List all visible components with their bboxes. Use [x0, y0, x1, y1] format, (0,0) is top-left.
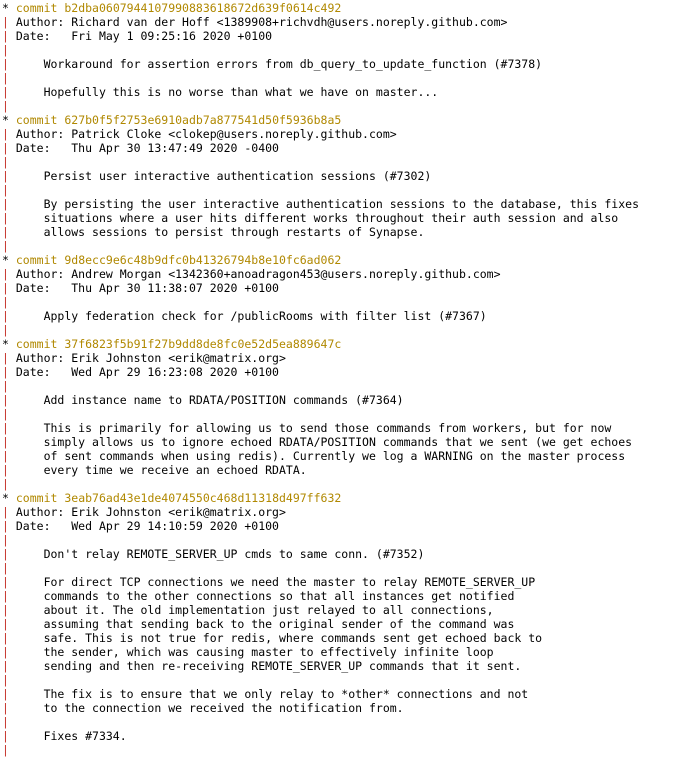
graph-pipe-icon: | [2, 43, 9, 57]
graph-pipe-icon: | [2, 295, 9, 309]
graph-pipe-icon: | [2, 743, 9, 757]
graph-pipe-icon: | [2, 99, 9, 113]
graph-pipe-icon: | [2, 407, 9, 421]
commit-label: commit [15, 491, 58, 505]
log-text: Add instance name to RDATA/POSITION commands (#7364) [15, 393, 404, 407]
commit-entry [2, 337, 692, 491]
commit-hash: 3eab76ad43e1de4074550c468d11318d497ff632 [64, 491, 342, 505]
log-line [2, 505, 692, 519]
commit-header-line [2, 491, 692, 505]
log-line [2, 71, 692, 85]
log-line [2, 631, 692, 645]
log-line [2, 701, 692, 715]
commit-label: commit [15, 113, 58, 127]
log-line [2, 743, 692, 757]
log-text: assuming that sending back to the original sender of the command was [15, 617, 515, 631]
log-line [2, 239, 692, 253]
log-text: Date: Thu Apr 30 11:38:07 2020 +0100 [15, 281, 279, 295]
graph-pipe-icon: | [2, 351, 9, 365]
graph-pipe-icon: | [2, 169, 9, 183]
graph-pipe-icon: | [2, 57, 9, 71]
graph-node-icon: * [2, 253, 9, 267]
log-line [2, 323, 692, 337]
graph-pipe-icon: | [2, 519, 9, 533]
log-line [2, 141, 692, 155]
graph-pipe-icon: | [2, 365, 9, 379]
commit-entry [2, 113, 692, 253]
log-line [2, 281, 692, 295]
graph-pipe-icon: | [2, 547, 9, 561]
log-line [2, 421, 692, 435]
graph-pipe-icon: | [2, 589, 9, 603]
log-text: Author: Richard van der Hoff <1389908+richvdh@users.noreply.github.com> [15, 15, 508, 29]
log-text: Author: Patrick Cloke <clokep@users.noreply.github.com> [15, 127, 397, 141]
log-line [2, 463, 692, 477]
log-line [2, 29, 692, 43]
graph-pipe-icon: | [2, 71, 9, 85]
log-line [2, 155, 692, 169]
log-line [2, 393, 692, 407]
graph-pipe-icon: | [2, 477, 9, 491]
log-line [2, 407, 692, 421]
log-line [2, 645, 692, 659]
log-line [2, 379, 692, 393]
commit-hash: 9d8ecc9e6c48b9dfc0b41326794b8e10fc6ad062 [64, 253, 342, 267]
commit-label: commit [15, 253, 58, 267]
graph-pipe-icon: | [2, 309, 9, 323]
log-text: Author: Andrew Morgan <1342360+anoadragon453@users.noreply.github.com> [15, 267, 501, 281]
log-line [2, 603, 692, 617]
graph-pipe-icon: | [2, 449, 9, 463]
graph-pipe-icon: | [2, 533, 9, 547]
graph-pipe-icon: | [2, 729, 9, 743]
graph-pipe-icon: | [2, 701, 9, 715]
log-text: Apply federation check for /publicRooms with filter list (#7367) [15, 309, 487, 323]
log-line [2, 477, 692, 491]
log-line [2, 715, 692, 729]
graph-pipe-icon: | [2, 239, 9, 253]
graph-pipe-icon: | [2, 645, 9, 659]
log-text: By persisting the user interactive authentication sessions to the database, this fixes [15, 197, 639, 211]
commit-header-line [2, 253, 692, 267]
commit-entry [2, 491, 692, 757]
commit-entry [2, 253, 692, 337]
log-line [2, 15, 692, 29]
log-line [2, 547, 692, 561]
graph-pipe-icon: | [2, 29, 9, 43]
commit-header-line [2, 113, 692, 127]
log-line [2, 365, 692, 379]
log-line [2, 99, 692, 113]
log-line [2, 561, 692, 575]
log-text: Workaround for assertion errors from db_query_to_update_function (#7378) [15, 57, 543, 71]
commit-hash: b2dba0607944107990883618672d639f0614c492 [64, 1, 342, 15]
graph-pipe-icon: | [2, 673, 9, 687]
graph-pipe-icon: | [2, 211, 9, 225]
log-text: allows sessions to persist through restarts of Synapse. [15, 225, 425, 239]
log-text: Date: Thu Apr 30 13:47:49 2020 -0400 [15, 141, 279, 155]
graph-pipe-icon: | [2, 15, 9, 29]
commit-entry [2, 1, 692, 113]
graph-pipe-icon: | [2, 225, 9, 239]
commit-header-line [2, 1, 692, 15]
log-line [2, 85, 692, 99]
commit-hash: 37f6823f5b91f27b9dd8de8fc0e52d5ea889647c [64, 337, 342, 351]
log-line [2, 617, 692, 631]
graph-node-icon: * [2, 337, 9, 351]
graph-pipe-icon: | [2, 715, 9, 729]
log-line [2, 519, 692, 533]
log-text: sending and then re-receiving REMOTE_SERVER_UP commands that it sent. [15, 659, 522, 673]
log-line [2, 435, 692, 449]
graph-pipe-icon: | [2, 603, 9, 617]
graph-pipe-icon: | [2, 141, 9, 155]
graph-pipe-icon: | [2, 421, 9, 435]
graph-pipe-icon: | [2, 393, 9, 407]
log-line [2, 659, 692, 673]
commit-label: commit [15, 337, 58, 351]
graph-pipe-icon: | [2, 183, 9, 197]
graph-pipe-icon: | [2, 379, 9, 393]
log-line [2, 309, 692, 323]
graph-pipe-icon: | [2, 323, 9, 337]
log-line [2, 533, 692, 547]
log-line [2, 211, 692, 225]
commit-label: commit [15, 1, 58, 15]
log-line [2, 267, 692, 281]
log-text: situations where a user hits different works throughout their auth session and also [15, 211, 619, 225]
graph-pipe-icon: | [2, 281, 9, 295]
log-text: Fixes #7334. [15, 729, 127, 743]
log-text: Date: Wed Apr 29 14:10:59 2020 +0100 [15, 519, 279, 533]
graph-pipe-icon: | [2, 575, 9, 589]
log-line [2, 43, 692, 57]
graph-pipe-icon: | [2, 197, 9, 211]
graph-node-icon: * [2, 1, 9, 15]
log-line [2, 127, 692, 141]
graph-pipe-icon: | [2, 267, 9, 281]
graph-pipe-icon: | [2, 687, 9, 701]
log-line [2, 575, 692, 589]
graph-pipe-icon: | [2, 505, 9, 519]
log-line [2, 687, 692, 701]
graph-pipe-icon: | [2, 155, 9, 169]
graph-pipe-icon: | [2, 127, 9, 141]
log-text: about it. The old implementation just relayed to all connections, [15, 603, 494, 617]
graph-node-icon: * [2, 491, 9, 505]
log-text: the sender, which was causing master to effectively infinite loop [15, 645, 494, 659]
log-line [2, 295, 692, 309]
graph-pipe-icon: | [2, 85, 9, 99]
graph-pipe-icon: | [2, 631, 9, 645]
log-line [2, 197, 692, 211]
log-line [2, 729, 692, 743]
log-line [2, 449, 692, 463]
log-line [2, 169, 692, 183]
log-text: safe. This is not true for redis, where commands sent get echoed back to [15, 631, 543, 645]
log-text: simply allows us to ignore echoed RDATA/POSITION commands that we sent (we get echoes [15, 435, 633, 449]
log-line [2, 351, 692, 365]
graph-pipe-icon: | [2, 659, 9, 673]
graph-pipe-icon: | [2, 617, 9, 631]
log-text: This is primarily for allowing us to send those commands from workers, but for now [15, 421, 612, 435]
log-line [2, 673, 692, 687]
log-text: commands to the other connections so that all instances get notified [15, 589, 515, 603]
log-text: Don't relay REMOTE_SERVER_UP cmds to same conn. (#7352) [15, 547, 425, 561]
commit-hash: 627b0f5f2753e6910adb7a877541d50f5936b8a5 [64, 113, 342, 127]
log-text: Author: Erik Johnston <erik@matrix.org> [15, 505, 286, 519]
graph-pipe-icon: | [2, 463, 9, 477]
log-text: every time we receive an echoed RDATA. [15, 463, 307, 477]
log-text: The fix is to ensure that we only relay to *other* connections and not [15, 687, 529, 701]
log-line [2, 57, 692, 71]
log-text: Date: Fri May 1 09:25:16 2020 +0100 [15, 29, 273, 43]
log-text: Date: Wed Apr 29 16:23:08 2020 +0100 [15, 365, 279, 379]
graph-pipe-icon: | [2, 435, 9, 449]
log-line [2, 589, 692, 603]
log-text: Author: Erik Johnston <erik@matrix.org> [15, 351, 286, 365]
graph-pipe-icon: | [2, 561, 9, 575]
commit-header-line [2, 337, 692, 351]
log-text: Persist user interactive authentication sessions (#7302) [15, 169, 432, 183]
log-line [2, 225, 692, 239]
log-text: to the connection we received the notification from. [15, 701, 404, 715]
log-text: For direct TCP connections we need the master to relay REMOTE_SERVER_UP [15, 575, 536, 589]
graph-node-icon: * [2, 113, 9, 127]
log-text: of sent commands when using redis). Currently we log a WARNING on the master process [15, 449, 626, 463]
log-text: Hopefully this is no worse than what we have on master... [15, 85, 439, 99]
log-line [2, 183, 692, 197]
